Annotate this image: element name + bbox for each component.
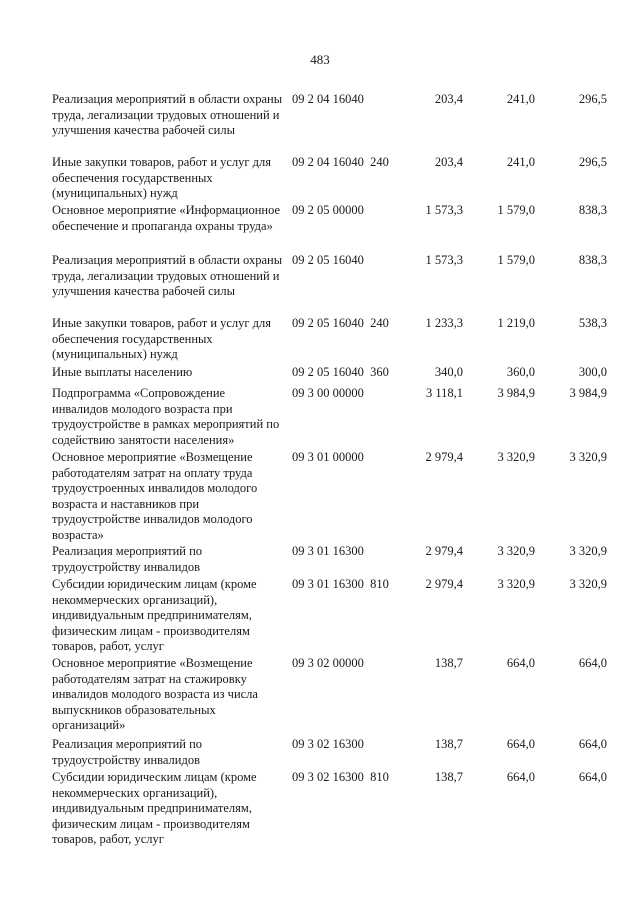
row-name: Субсидии юридическим лицам (кроме некоммерческих организаций), индивидуальным предпринимателям, физическим лицам - производителям товаров, работ, услуг [52,577,257,653]
row-value-1: 340,0 [434,365,463,379]
row-code: 09 2 04 16040 240 [292,155,389,169]
row-value-1: 2 979,4 [425,544,463,558]
row-value-2: 1 219,0 [497,316,535,330]
row-value-2: 1 579,0 [497,253,535,267]
page-number: 483 [310,52,330,67]
row-value-2: 241,0 [506,92,535,106]
row-value-3: 300,0 [578,365,607,379]
row-name: Субсидии юридическим лицам (кроме некоммерческих организаций), индивидуальным предпринимателям, физическим лицам - производителям товаров, работ, услуг [52,770,257,846]
row-value-1: 2 979,4 [425,450,463,464]
row-value-2: 3 984,9 [497,386,535,400]
row-value-3: 664,0 [578,737,607,751]
row-value-1: 2 979,4 [425,577,463,591]
row-name: Основное мероприятие «Информационное обеспечение и пропаганда охраны труда» [52,203,281,233]
row-name: Реализация мероприятий по трудоустройству инвалидов [52,544,203,574]
row-value-3: 296,5 [578,92,607,106]
row-value-1: 1 573,3 [425,253,463,267]
row-code: 09 3 01 00000 [292,450,364,464]
row-value-2: 360,0 [506,365,535,379]
row-value-2: 3 320,9 [497,577,535,591]
row-value-3: 3 984,9 [569,386,607,400]
row-code: 09 3 00 00000 [292,386,364,400]
row-value-1: 138,7 [434,656,463,670]
row-name: Иные закупки товаров, работ и услуг для обеспечения государственных (муниципальных) нужд [52,155,272,200]
row-name: Реализация мероприятий в области охраны труда, легализации трудовых отношений и улучшения качества рабочей силы [52,92,283,137]
row-value-2: 241,0 [506,155,535,169]
row-code: 09 2 05 16040 240 [292,316,389,330]
row-value-2: 1 579,0 [497,203,535,217]
row-value-1: 138,7 [434,770,463,784]
row-code: 09 2 05 16040 [292,253,364,267]
row-name: Основное мероприятие «Возмещение работодателям затрат на стажировку инвалидов молодого возраста из числа выпускников образовательных организаций» [52,656,258,732]
row-value-3: 664,0 [578,770,607,784]
row-value-2: 664,0 [506,770,535,784]
row-value-3: 538,3 [578,316,607,330]
row-value-2: 664,0 [506,656,535,670]
row-code: 09 3 01 16300 [292,544,364,558]
row-name: Реализация мероприятий в области охраны труда, легализации трудовых отношений и улучшения качества рабочей силы [52,253,283,298]
row-code: 09 2 04 16040 [292,92,364,106]
row-value-2: 3 320,9 [497,544,535,558]
row-value-1: 3 118,1 [425,386,463,400]
row-value-2: 664,0 [506,737,535,751]
row-name: Иные закупки товаров, работ и услуг для обеспечения государственных (муниципальных) нужд [52,316,272,361]
row-value-3: 3 320,9 [569,577,607,591]
row-value-1: 203,4 [434,92,463,106]
row-name: Иные выплаты населению [52,365,193,379]
row-value-2: 3 320,9 [497,450,535,464]
row-value-3: 664,0 [578,656,607,670]
row-code: 09 2 05 16040 360 [292,365,389,379]
row-value-3: 3 320,9 [569,450,607,464]
row-name: Реализация мероприятий по трудоустройству инвалидов [52,737,203,767]
row-value-3: 838,3 [578,203,607,217]
row-code: 09 3 02 00000 [292,656,364,670]
row-code: 09 3 02 16300 [292,737,364,751]
row-code: 09 3 01 16300 810 [292,577,389,591]
row-code: 09 2 05 00000 [292,203,364,217]
row-name: Подпрограмма «Сопровождение инвалидов молодого возраста при трудоустройстве в рамках мероприятий по содействию занятости населения» [52,386,280,447]
row-value-3: 296,5 [578,155,607,169]
row-value-1: 1 233,3 [425,316,463,330]
row-value-1: 1 573,3 [425,203,463,217]
row-value-3: 3 320,9 [569,544,607,558]
row-value-1: 138,7 [434,737,463,751]
row-name: Основное мероприятие «Возмещение работодателям затрат на оплату труда трудоустроенных инвалидов молодого возраста и наставников при трудоустройстве инвалидов молодого возраста» [52,450,258,542]
row-code: 09 3 02 16300 810 [292,770,389,784]
row-value-1: 203,4 [434,155,463,169]
row-value-3: 838,3 [578,253,607,267]
